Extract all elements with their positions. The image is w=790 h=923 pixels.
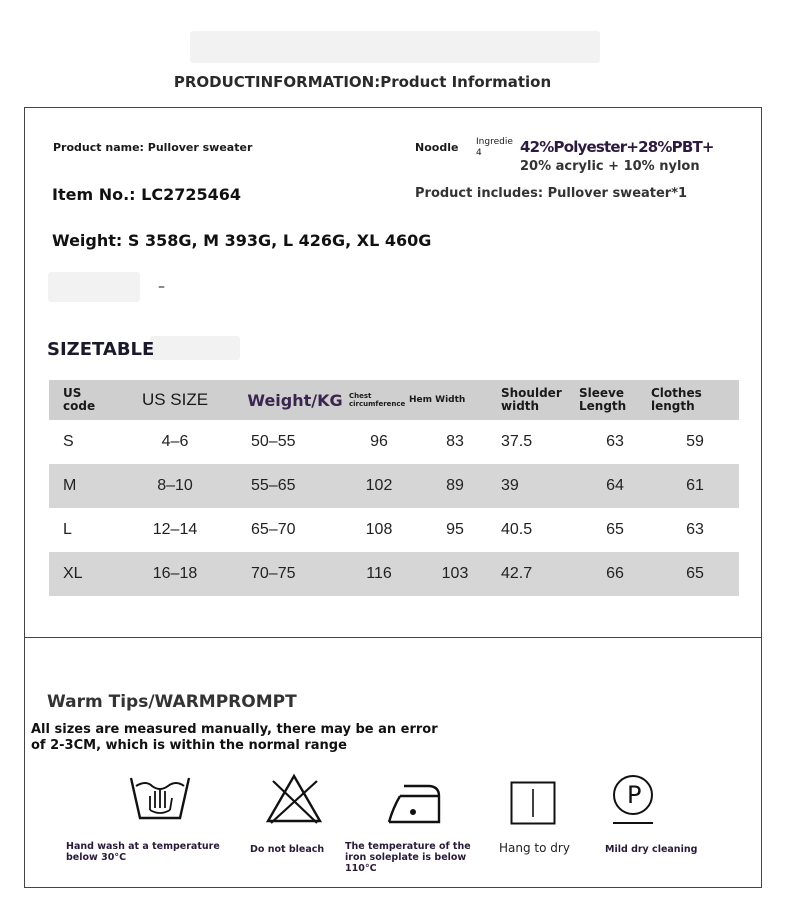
iron-icon <box>386 780 442 824</box>
dry-clean-letter: P <box>627 781 642 809</box>
table-cell: 95 <box>446 521 464 538</box>
table-cell: 50–55 <box>251 433 296 450</box>
no-bleach-icon <box>265 773 323 825</box>
table-cell: 63 <box>606 433 624 450</box>
col-header: US code <box>49 380 109 420</box>
product-weight: Weight: S 358G, M 393G, L 426G, XL 460G <box>52 231 432 250</box>
table-cell: 8–10 <box>109 464 241 508</box>
table-row <box>49 420 739 464</box>
table-cell: 37.5 <box>501 433 533 450</box>
dry-clean-label: Mild dry cleaning <box>605 844 698 855</box>
table-cell: 83 <box>446 433 464 450</box>
col-header: Shoulder width <box>501 380 579 420</box>
no-bleach-label: Do not bleach <box>250 844 325 855</box>
table-cell: 65 <box>606 521 624 538</box>
table-row <box>49 464 739 508</box>
col-header: Sleeve Length <box>579 380 651 420</box>
table-cell: 64 <box>579 464 651 508</box>
table-cell: 39 <box>501 464 579 508</box>
dash: – <box>158 279 165 295</box>
table-cell: 108 <box>365 521 393 538</box>
table-cell: 70–75 <box>241 552 349 596</box>
table-cell: 96 <box>370 433 388 450</box>
table-cell: 42.7 <box>501 552 579 596</box>
hang-dry-icon <box>510 781 556 825</box>
table-cell: 65 <box>651 552 739 596</box>
product-includes: Product includes: Pullover sweater*1 <box>415 186 688 201</box>
hang-dry-label: Hang to dry <box>499 841 570 855</box>
material-composition-2: 20% acrylic + 10% nylon <box>520 159 700 174</box>
col-header: Clothes length <box>651 380 739 420</box>
hand-wash-icon <box>128 774 192 824</box>
ingredient-number: 4 <box>476 148 482 158</box>
col-header: Chest circumference <box>349 380 409 420</box>
item-number: Item No.: LC2725464 <box>52 185 241 204</box>
table-cell: 59 <box>686 433 704 450</box>
table-cell: L <box>63 521 72 538</box>
page-title: PRODUCTINFORMATION:Product Information <box>173 73 552 91</box>
table-cell: 16–18 <box>109 552 241 596</box>
table-cell: XL <box>49 552 109 596</box>
table-header-row <box>49 380 739 420</box>
table-cell: 61 <box>651 464 739 508</box>
iron-label: The temperature of the iron soleplate is below 110°C <box>345 841 471 874</box>
table-cell: 12–14 <box>152 521 198 538</box>
size-table-title: SIZETABLE <box>47 339 155 360</box>
table-cell: 66 <box>579 552 651 596</box>
table-cell: 89 <box>409 464 501 508</box>
table-cell: 63 <box>686 521 704 538</box>
dry-clean-underline <box>613 822 653 824</box>
table-cell: 102 <box>349 464 409 508</box>
col-header: Weight/KG <box>241 380 349 420</box>
table-cell: 116 <box>349 552 409 596</box>
col-header: Hem Width <box>409 380 501 420</box>
table-row <box>49 508 739 552</box>
size-table <box>49 380 739 596</box>
table-cell: 103 <box>409 552 501 596</box>
table-cell: 55–65 <box>241 464 349 508</box>
table-row <box>49 552 739 596</box>
table-cell: M <box>49 464 109 508</box>
hand-wash-label: Hand wash at a temperature below 30°C <box>66 841 220 863</box>
table-cell: 4–6 <box>161 433 189 450</box>
warm-tips-title: Warm Tips/WARMPROMPT <box>47 692 297 712</box>
table-cell: 65–70 <box>251 521 296 538</box>
material-composition: 42%Polyester+28%PBT+ <box>520 138 714 156</box>
ingredient-label: Ingredie <box>476 137 513 147</box>
noodle-label: Noodle <box>415 141 459 154</box>
product-name: Product name: Pullover sweater <box>53 141 253 154</box>
faded-banner <box>190 31 600 63</box>
table-cell: S <box>63 433 74 450</box>
col-header: US SIZE <box>109 380 241 420</box>
warm-tips-note: All sizes are measured manually, there may be an error of 2-3CM, which is within the normal range <box>31 722 438 753</box>
table-cell: 40.5 <box>501 521 533 538</box>
